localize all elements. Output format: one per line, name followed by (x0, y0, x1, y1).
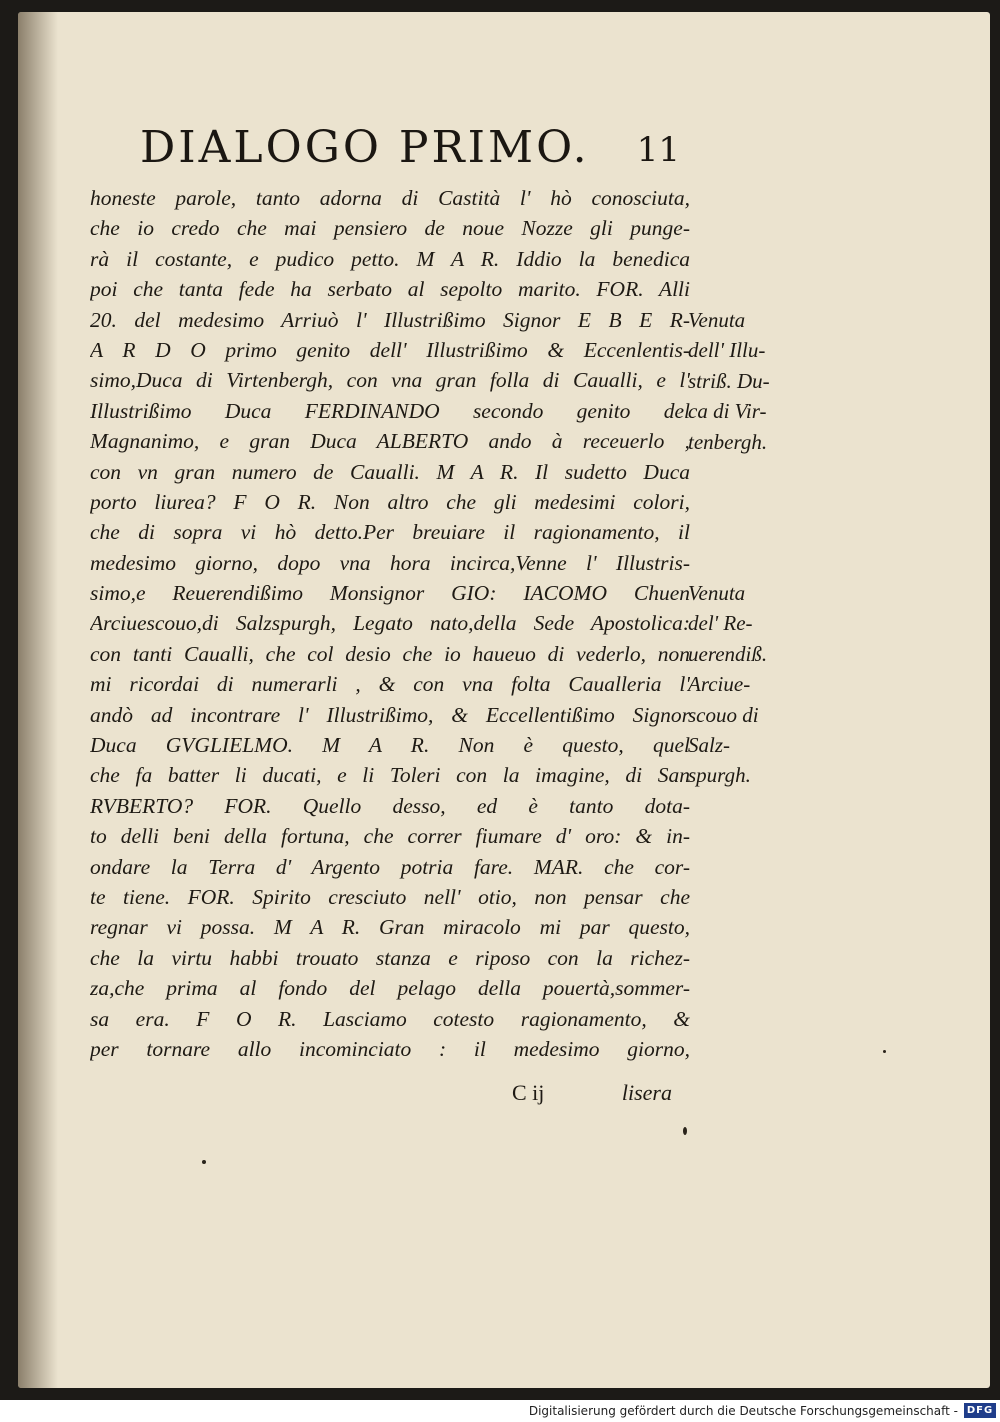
margin-note-1 (688, 305, 798, 457)
text-line: simo,e Reuerendißimo Monsignor GIO: IACOMO Chuen (90, 581, 690, 606)
credit-bar (0, 1400, 1000, 1422)
margin-note-line: ca di Vir- (688, 399, 767, 424)
text-line: che fa batter li ducati, e li Toleri con la imagine, di San (90, 763, 690, 788)
margin-note-line: scouo di (688, 702, 759, 727)
margin-note-line: uerendiß. (688, 641, 768, 666)
running-header (140, 120, 700, 180)
ink-speck (883, 1050, 886, 1053)
page-number: 11 (636, 130, 680, 170)
text-line: Duca GVGLIELMO. M A R. Non è questo, quel (90, 733, 690, 758)
text-line: ondare la Terra d' Argento potria fare. MAR. che cor- (90, 854, 690, 879)
margin-note-line: dell' Illu- (688, 338, 766, 363)
text-line: che la virtu habbi trouato stanza e riposo con la richez- (90, 945, 690, 970)
page-title: DIALOGO PRIMO. (140, 122, 590, 173)
text-line: andò ad incontrare l' Illustrißimo, & Eccellentißimo Signor (90, 702, 690, 727)
text-line: 20. del medesimo Arriuò l' Illustrißimo Signor E B E R- (90, 307, 690, 332)
text-line: Magnanimo, e gran Duca ALBERTO ando à receuerlo , (90, 429, 690, 454)
page-footer (490, 1077, 690, 1109)
text-line: mi ricordai di numerarli , & con vna folta Caualleria l' (90, 672, 690, 697)
text-line: con tanti Caualli, che col desio che io haueuo di vederlo, non (90, 641, 690, 666)
text-line: che di sopra vi hò detto.Per breuiare il ragionamento, il (90, 520, 690, 545)
text-line: Illustrißimo Duca FERDINANDO secondo genito del (90, 398, 690, 423)
text-line: to delli beni della fortuna, che correr fiumare d' oro: & in- (90, 824, 690, 849)
text-line: medesimo giorno, dopo vna hora incirca,Venne l' Illustris- (90, 550, 690, 575)
margin-note-line: spurgh. (688, 763, 751, 788)
text-line: Arciuescouo,di Salzspurgh, Legato nato,della Sede Apostolica: (90, 611, 690, 636)
margin-note-line: tenbergh. (688, 429, 768, 454)
text-line: za,che prima al fondo del pelago della pouertà,sommer- (90, 976, 690, 1001)
margin-note-line: Arciue- (688, 672, 751, 697)
text-line: honeste parole, tanto adorna di Castità l' hò conosciuta, (90, 186, 690, 210)
page-gutter-shadow (18, 12, 58, 1388)
text-line: sa era. F O R. Lasciamo cotesto ragionamento, & (90, 1006, 690, 1031)
text-line: rà il costante, e pudico petto. M A R. Iddio la benedica (90, 246, 690, 271)
margin-note-line: Venuta (688, 308, 746, 332)
catchword: lisera (621, 1080, 672, 1105)
body-text (90, 183, 690, 1064)
margin-note-line: Venuta (688, 581, 746, 605)
margin-note-line: del' Re- (688, 611, 753, 636)
text-line: RVBERTO? FOR. Quello desso, ed è tanto dota- (90, 793, 690, 818)
text-line: regnar vi possa. M A R. Gran miracolo mi par questo, (90, 915, 690, 940)
signature-mark: C ij (512, 1080, 545, 1105)
text-line: A R D O primo genito dell' Illustrißimo & Eccenlentis- (90, 337, 690, 362)
margin-note-2 (688, 578, 798, 791)
text-line: porto liurea? F O R. Non altro che gli medesimi colori, (90, 489, 690, 514)
text-line: che io credo che mai pensiero de noue Nozze gli punge- (90, 216, 690, 241)
text-line: con vn gran numero de Caualli. M A R. Il sudetto Duca (90, 459, 690, 484)
ink-speck (683, 1127, 687, 1135)
ink-speck (202, 1160, 206, 1164)
text-line: per tornare allo incominciato : il medesimo giorno, (90, 1036, 690, 1061)
credit-text: Digitalisierung gefördert durch die Deutsche Forschungsgemeinschaft - (528, 1404, 958, 1418)
text-line: te tiene. FOR. Spirito cresciuto nell' otio, non pensar che (90, 884, 690, 909)
dfg-logo: DFG (964, 1403, 996, 1418)
margin-note-line: Salz- (688, 732, 730, 757)
text-line: simo,Duca di Virtenbergh, con vna gran folla di Caualli, e l' (90, 368, 690, 393)
margin-note-line: striß. Du- (688, 368, 770, 393)
text-line: poi che tanta fede ha serbato al sepolto marito. FOR. Alli (90, 277, 690, 302)
